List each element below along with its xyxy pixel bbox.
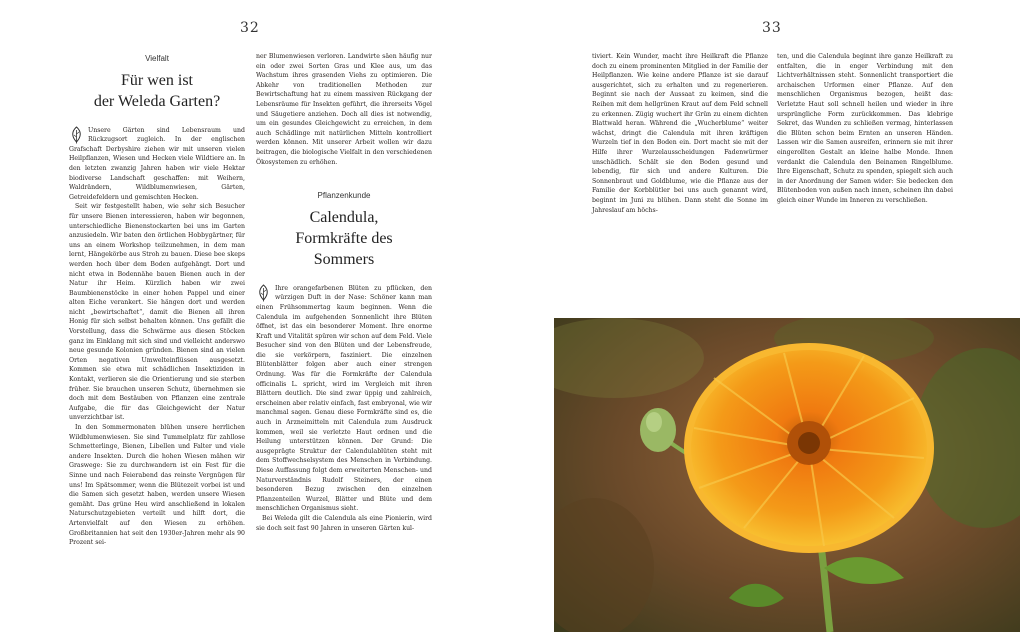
paragraph: ner Blumenwiesen verloren. Landwirte säen häufig nur ein oder zwei Sorten Gras und Klee aus, um das Wachstum ihres grasenden Viehs zu optimieren. Die Abkehr von traditionellen Methoden zur Bewirtschaftung hat zu einem massiven Rückgang der Lebensräume für Insekten geführt, die ihrerseits Vögel und Säugetiere anziehen. Doch all dies ist notwendig, um ein gesundes Gleichgewicht zu erreichen, in dem auch Schädlinge mit natürlichen Mitteln kontrolliert werden können. Mit unserer Arbeit wollen wir dazu beitragen, die biologische Vielfalt in den verschiedenen Ökosystemen zu erhöhen. [256, 53, 432, 166]
title-line: Calendula, [309, 208, 379, 226]
intro-paragraph-block [69, 126, 245, 203]
paragraph: In den Sommermonaten blühen unsere herrlichen Wildblumenwiesen. Sie sind Tummelplatz für zahllose Schmetterlinge, Bienen, Libellen und Falter und viele andere Insekten. Durch die hohen Wiesen mähen wir Graswege: Sie zu durchwandern ist ein Fest für die Sinne und nach Feierabend das reinste Vergnügen für uns! Im Spätsommer, wenn die Blütezeit vorbei ist und die Samen sich gesetzt haben, werden unsere Wiesen gemäht. Das grüne Heu wird anschließend in lokalen Naturschutzgebieten verteilt und hilft dort, die Artenvielfalt auf den Wiesen zu erhöhen. Großbritannien hat seit den 1930er-Jahren mehr als 90 Prozent sei- [69, 424, 245, 547]
section-label-vielfalt: Vielfalt [145, 54, 169, 63]
leaf-icon [69, 126, 84, 144]
paragraph: Seit wir festgestellt haben, wie sehr sich Besucher für unsere Bienen interessieren, haben wir begonnen, unterschiedliche Bienenstockarten bei uns im Garten anzusiedeln. Wir baten den örtlichen Hobbygärtner, für uns an einem Workshop teilzunehmen, in dem man lernt, Hängekörbe aus Stroh zu bauen. Diese bee skeps werden hoch über dem Boden aufgehängt. Dort und nicht etwa in Bodennähe bauen Bienen auch in der Natur ihr Heim. Kürzlich haben wir zwei Baumbienenstöcke in einer hohen Pappel und einer alten Eiche verankert. Sie hängen dort und werden nicht „bewirtschaftet“, damit die Bienen all ihren Honig für sich selbst behalten können. Uns gefällt die Vorstellung, dass die Schwärme aus diesen Stöcken ganz im Einklang mit sich sind und vielleicht anderswo neue gesunde Kolonien gründen. Bienen sind an vielen Orten negativen Umwelteinflüssen ausgesetzt. Kommen sie etwa mit schädlichen Insektiziden in Kontakt, verlieren sie die Orientierung und sie sterben früher. Sie brauchen unseren Schutz, übernehmen sie doch mit dem Bestäuben von Pflanzen eine zentrale Aufgabe, die für das Gleichgewicht der Natur unverzichtbar ist. [69, 203, 245, 422]
column-2 [256, 52, 432, 533]
page-number-right: 33 [762, 20, 782, 36]
paragraph: ten, und die Calendula beginnt ihre ganze Heilkraft zu entfalten, die in enger Verbindung mit den Lichtverhältnissen steht. Sonnenlicht transportiert die archaischen Urformen einer Pflanze. Auf den menschlichen Organismus bezogen, heißt das: Verletzte Haut soll schnell heilen und wieder in ihre ursprüngliche Form zurückkommen. Das klebrige Sekret, das Wunden zu schließen vermag, hinterlassen die Blüten schon beim Ernten an unseren Händen. Lassen wir die Samen ausreifen, erinnern sie mit ihrer eingerollten Gestalt an kleine halbe Monde. Ihnen verdankt die Calendula den Beinamen Ringelblume. Ihre Eigenschaft, Schutz zu spenden, spiegelt sich auch in der Anordnung der Samen wider: Sie bedecken den Blütenboden von außen nach innen, scheinen ihn dabei gleich einer Wunde im Inneren zu verschließen. [777, 53, 953, 204]
column-4 [777, 52, 953, 206]
title-line: Sommers [313, 250, 375, 268]
section-label-pflanzenkunde: Pflanzenkunde [317, 191, 371, 201]
column-3 [592, 52, 768, 215]
title-line: Für wen ist [121, 71, 193, 89]
title-line: Formkräfte des [295, 229, 393, 247]
calendula-photo [554, 318, 1020, 632]
article-title-garden [69, 70, 245, 112]
paragraph: tiviert. Kein Wunder, macht ihre Heilkraft die Pflanze doch zu einem prominenten Mitglied in der Familie der Heilpflanzen. Wie keine andere Pflanze ist sie darauf ausgerichtet, sich zu erhalten und zu regenerieren. Beginnt sie nach der Aussaat zu keimen, sind die Reihen mit dem hellgrünen Kraut auf dem Feld schnell zu erkennen. Zügig wuchert ihr Grün zu einem dichten Blattwald heran. Während die „Wucherblume“ weiter wächst, dringt die Calendula mit ihren kräftigen Wurzeln tief in den Boden ein. Dort macht sie mit der Hilfe ihrer Wurzelausscheidungen Fadenwürmer unschädlich. Schält sie den Boden gesund und lebendig, für sich und andere Kulturen. Die Sonnenbraut und Goldblume, wie die Pflanze aus der Familie der Korbblütler bei uns auch genannt wird, beginnt im Juni zu blühen. Dann steht die Sonne im Jahreslauf am höchs- [592, 53, 768, 214]
title-line: der Weleda Garten? [93, 92, 221, 110]
leaf-icon [256, 284, 271, 302]
article-title-calendula [256, 207, 432, 270]
paragraph: Unsere Gärten sind Lebensraum und Rückzugsort zugleich. In der englischen Grafschaft Derbyshire ziehen wir mit unseren vielen Heilpflanzen, Wiesen und Hecken viele Wildtiere an. In den letzten zwanzig Jahren haben wir viele Hektar biodiverse Landschaft geschaffen: mit Weihern, Waldrändern, Wildblumenwiesen, Gärten, Getreidefeldern und gemischten Hecken. [69, 126, 245, 201]
column-1 [69, 52, 245, 548]
page-number-left: 32 [240, 20, 260, 36]
paragraph: Bei Weleda gilt die Calendula als eine Pionierin, wird sie doch seit fast 90 Jahren in unseren Gärten kul- [256, 514, 432, 532]
intro-paragraph-block [256, 284, 432, 514]
paragraph: Ihre orangefarbenen Blüten zu pflücken, den würzigen Duft in der Nase: Schöner kann man einen Frühsommertag kaum beginnen. Wenn die Calendula im aufgehenden Sonnenlicht ihre Blüten öffnet, ist das ein besonderer Moment. Ihre enorme Kraft und Vitalität spüren wir schon auf dem Feld. Viele Besucher sind von den Blüten und der Lebensfreude, die sie verkörpern, fasziniert. Die einzelnen Blütenblätter folgen aber auch einer strengen Ordnung. Was für die Formkräfte der Calendula officinalis L. spricht, wird im Vergleich mit ihren Blättern deutlich. Die sind zwar üppig und zahlreich, erscheinen aber relativ einfach, fast embryonal, wie wir manchmal sagen. Genau diese Formkräfte sind es, die auch in Arzneimitteln mit Calendula zum Ausdruck kommen, weil sie verletzte Haut ordnen und die Heilung unterstützen können. Der Grund: Die ausgeprägte Struktur der Calendulablüten steht mit dem Stoffwechselsystem des Menschen in Verbindung. Diese Auffassung folgt dem erweiterten Menschen- und Naturverständnis Rudolf Steiners, der einen besonderen Bezug zwischen den einzelnen Pflanzenteilen Wurzel, Blätter und Blüte und dem menschlichen Organismus sieht. [256, 284, 432, 513]
